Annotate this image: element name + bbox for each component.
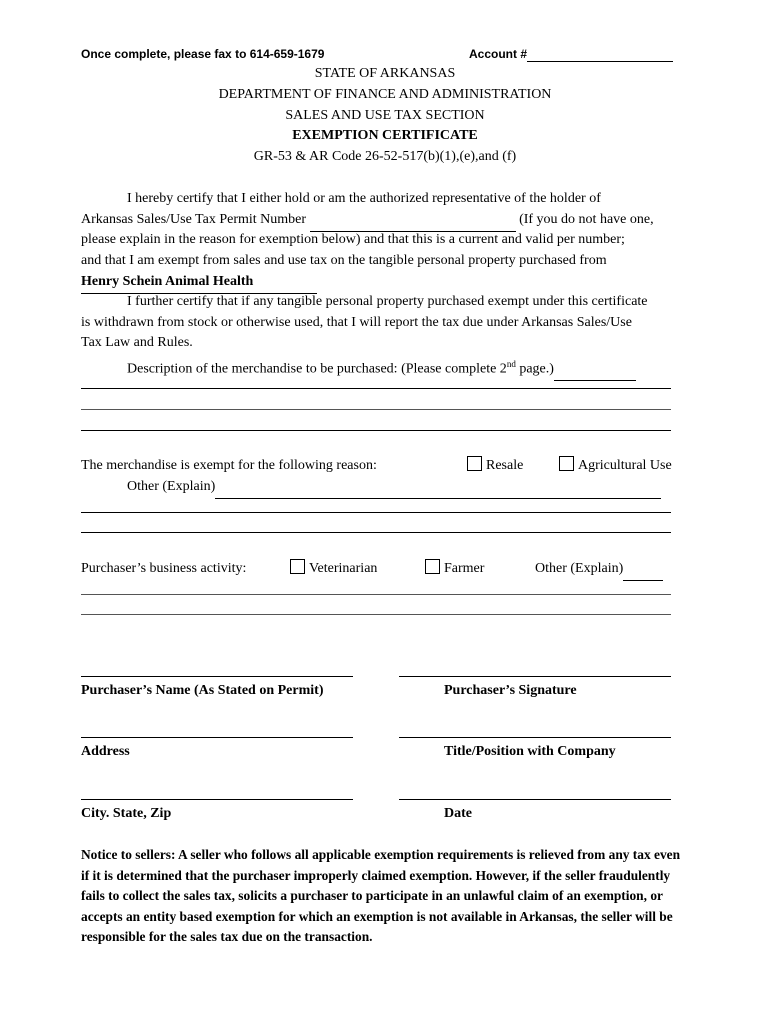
title-position-line[interactable]	[399, 737, 671, 738]
activity-other-label: Other (Explain)	[535, 561, 624, 576]
reason-other-blank[interactable]	[215, 477, 661, 499]
activity-other	[535, 559, 663, 581]
account-label: Account #	[469, 47, 528, 61]
account-number-blank[interactable]	[527, 47, 673, 62]
purchaser-name-line[interactable]	[81, 676, 353, 677]
account-number-field[interactable]	[469, 47, 673, 62]
activity-line-2[interactable]	[81, 614, 671, 615]
purchaser-name-label: Purchaser’s Name (As Stated on Permit)	[81, 683, 324, 698]
description-line-3[interactable]	[81, 430, 671, 431]
activity-label: Purchaser’s business activity:	[81, 561, 247, 576]
activity-other-blank[interactable]	[623, 559, 663, 581]
address-label: Address	[81, 744, 130, 759]
veterinarian-option[interactable]: Veterinarian	[290, 559, 377, 580]
date-line[interactable]	[399, 799, 671, 800]
description-label: Description of the merchandise to be purchased: (Please complete 2nd page.)	[127, 354, 636, 381]
permit-number-blank[interactable]	[310, 210, 516, 232]
header-section: SALES AND USE TAX SECTION	[285, 108, 485, 123]
veterinarian-checkbox[interactable]	[290, 559, 305, 574]
farmer-checkbox[interactable]	[425, 559, 440, 574]
description-line-2[interactable]	[81, 409, 671, 410]
resale-option[interactable]: Resale	[467, 456, 523, 477]
permit-number-label: Arkansas Sales/Use Tax Permit Number	[81, 212, 307, 227]
further-certify-line-2: is withdrawn from stock or otherwise used, that I will report the tax due under Arkansas Sales/Use	[81, 315, 632, 330]
address-line[interactable]	[81, 737, 353, 738]
reason-label: The merchandise is exempt for the following reason:	[81, 458, 377, 473]
agricultural-use-option[interactable]: Agricultural Use	[559, 456, 672, 477]
certify-line-3: please explain in the reason for exemption below) and that this is a current and valid per number;	[81, 232, 625, 247]
farmer-option[interactable]: Farmer	[425, 559, 484, 580]
notice-to-sellers: Notice to sellers: A seller who follows all applicable exemption requirements is relieved from any tax even if it is determined that the purchaser improperly claimed exemption. However, if the seller fraudulently fails to collect the sales tax, solicits a purchaser to participate in an unlawful claim of an exemption, or accepts an entity based exemption for which an exemption is not available in Arkansas, the seller will be responsible for the sales tax due on the transaction.	[81, 847, 681, 944]
certify-line-1: I hereby certify that I either hold or am the authorized representative of the holder of	[127, 191, 601, 206]
document-title: EXEMPTION CERTIFICATE	[292, 128, 478, 143]
reason-other-label: Other (Explain)	[127, 479, 216, 494]
description-blank[interactable]	[554, 360, 636, 382]
further-certify-line-1: I further certify that if any tangible personal property purchased exempt under this certificate	[127, 294, 648, 309]
title-position-label: Title/Position with Company	[444, 744, 616, 759]
date-label: Date	[444, 806, 472, 821]
permit-note: (If you do not have one,	[519, 212, 654, 227]
certify-line-4: and that I am exempt from sales and use tax on the tangible personal property purchased from	[81, 253, 607, 268]
vendor-name: Henry Schein Animal Health	[81, 272, 317, 294]
code-reference: GR-53 & AR Code 26-52-517(b)(1),(e),and (f)	[253, 149, 517, 164]
description-line-1[interactable]	[81, 388, 671, 389]
resale-checkbox[interactable]	[467, 456, 482, 471]
agricultural-use-checkbox[interactable]	[559, 456, 574, 471]
purchaser-signature-line[interactable]	[399, 676, 671, 677]
header-department: DEPARTMENT OF FINANCE AND ADMINISTRATION	[218, 87, 552, 102]
reason-line-2[interactable]	[81, 532, 671, 533]
city-state-zip-label: City. State, Zip	[81, 806, 172, 821]
fax-note: Once complete, please fax to 614-659-1679	[81, 47, 325, 61]
purchaser-signature-label: Purchaser’s Signature	[444, 683, 577, 698]
activity-line-1[interactable]	[81, 594, 671, 595]
reason-line-1[interactable]	[81, 512, 671, 513]
further-certify-line-3: Tax Law and Rules.	[81, 335, 193, 350]
header-state: STATE OF ARKANSAS	[314, 66, 456, 81]
city-state-zip-line[interactable]	[81, 799, 353, 800]
reason-other	[127, 477, 661, 499]
certify-line-2	[81, 210, 654, 232]
